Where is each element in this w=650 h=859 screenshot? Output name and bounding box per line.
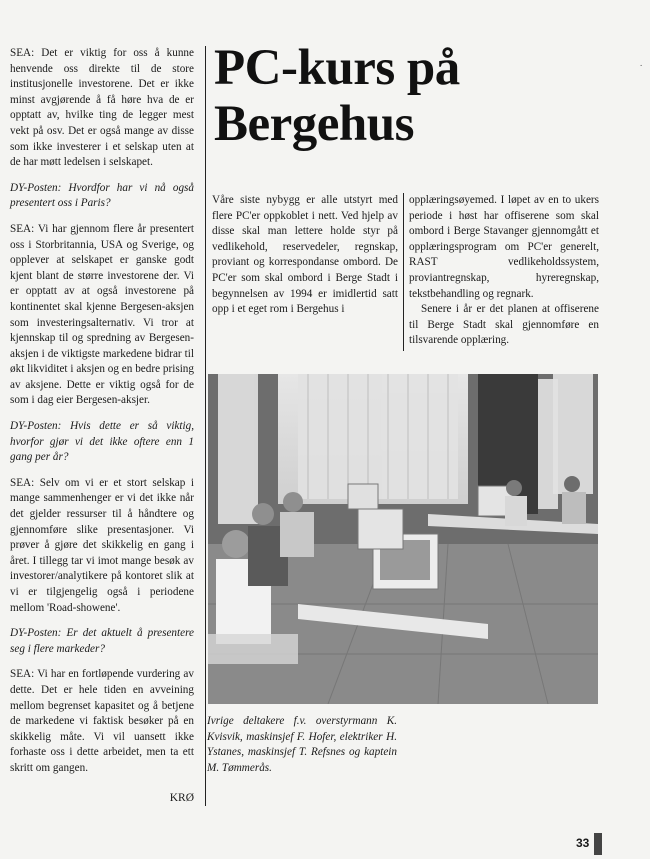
article-column-2 xyxy=(409,193,599,349)
interview-answer: SEA: Selv om vi er et stort selskap i mange sammenhenger er vi det ikke når det gjelder ressurser til å håndtere og gjennomføre slike presentasjoner. Vi prøver å gjøre det skikkelig en gang i året. I tillegg tar vi imot mange besøk av investorer/analytikere på kontoret slik at vi er tilgjengelig også i periodene mellom 'Road-showene'. xyxy=(10,476,194,614)
interview-question: DY-Posten: Hvordfor har vi nå også presentert oss i Paris? xyxy=(10,181,194,210)
interview-answer: SEA: Vi har gjennom flere år presentert oss i Storbritannia, USA og Sverige, og opplever at selskapet er ganske godt kjent blant de større investorene der. Vi er opptatt av at også investorene på kontinentet skal kjenne Bergesen-aksjen som investeringsalternativ. Vi tror at kjennskap til og spredning av Bergesen-aksjen i de viktigste markedene bidrar til økt likviditet i aksjen og en bedre prising av aksjene. Dette er viktig også for de som i dag eier Bergesen-aksjer. xyxy=(10,222,194,407)
classroom-photo xyxy=(208,374,598,704)
interview-column xyxy=(10,46,194,806)
article-paragraph: Våre siste nybygg er alle utstyrt med flere PC'er oppkoblet i nett. Ved hjelp av disse skal man lettere holde styr på vedlikehold, reservedeler, regnskap, proviant og korrespondanse ombord. De PC'er som skal ombord i Berge Stadt i begynnelsen av 1994 er imidlertid satt opp i et eget rom i Bergehus i xyxy=(212,194,398,316)
column-divider xyxy=(205,46,206,806)
author-signature: KRØ xyxy=(169,791,194,804)
article-paragraph: opplæringsøyemed. I løpet av en to ukers periode i høst har offiserene som skal ombord i Berge Stavanger gjennomgått et opplæringsprogram om PC'er generelt, RAST vedlikeholdssystem, proviantregnskap, hyreregnskap, tekstbehandling og regnark. xyxy=(409,194,599,300)
photo-caption: Ivrige deltakere f.v. overstyrmann K. Kvisvik, maskinsjef F. Hofer, elektriker H. Ystanes, maskinsjef T. Refsnes og kaptein M. Tømmerås. xyxy=(207,715,397,774)
article-paragraph: Senere i år er det planen at offiserene til Berge Stadt skal gjennomføre en tilsvarende opplæring. xyxy=(409,303,599,347)
page-edge-bar xyxy=(594,833,602,855)
article-title: PC-kurs på Bergehus xyxy=(214,40,460,152)
interview-paragraph: SEA: Det er viktig for oss å kunne henvende oss direkte til de store institusjonelle investorene. Det er ikke minst avgjørende å få høre hva de er opptatt av, hvilke ting de legger mest vekt på osv. Det er også mange av disse som ikke investerer i et selskap uten at de har møtt ledelsen i selskapet. xyxy=(10,47,194,169)
edge-mark: . xyxy=(640,58,643,68)
interview-question: DY-Posten: Hvis dette er så viktig, hvorfor gjør vi det ikke oftere enn 1 gang per år? xyxy=(10,420,194,464)
article-photo xyxy=(208,374,598,704)
page-number: 33 xyxy=(576,836,590,850)
article-column-divider xyxy=(403,193,404,351)
interview-answer: SEA: Vi har en fortløpende vurdering av dette. Det er hele tiden en avveining mellom begrenset kapasitet og å betjene de markedene vi faktisk besøker på en skikkelig måte. Vi vil uansett ikke forhaste oss i dette arbeidet, men ta ett skritt om gangen. xyxy=(10,668,194,774)
interview-question: DY-Posten: Er det aktuelt å presentere seg i flere markeder? xyxy=(10,627,194,655)
article-column-1 xyxy=(212,193,398,318)
